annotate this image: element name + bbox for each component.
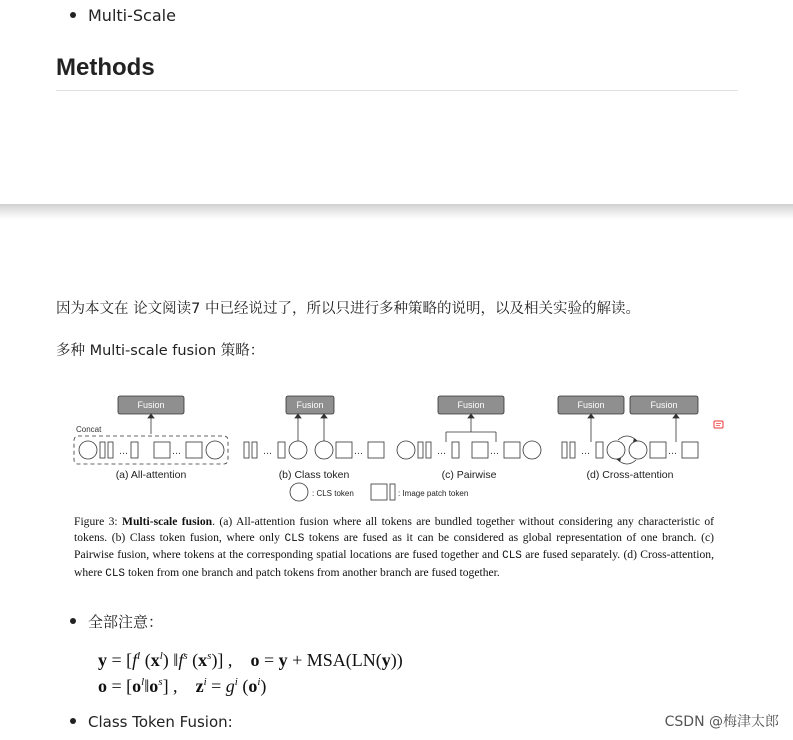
- panel-label-c: (c) Pairwise: [441, 469, 497, 481]
- bullet-dot: [70, 12, 76, 18]
- figure-caption: Figure 3: Multi-scale fusion. (a) All-attention fusion where all tokens are bundled together without considering any characteristic of tokens. (b) Class token fusion, where only CLS tokens are fused as it can be considered as global representation of one branch. (c) Pairwise fusion, where tokens at the corresponding spatial locations are fused together and CLS are fused separately. (d) Cross-attention, where CLS token from one branch and patch tokens from another branch are fused together.: [74, 515, 714, 580]
- svg-text:…: …: [581, 447, 590, 457]
- bullet-dot: [70, 618, 76, 624]
- panel-label-a: (a) All-attention: [115, 469, 187, 481]
- comment-icon: [714, 421, 723, 428]
- svg-text:…: …: [354, 447, 363, 457]
- legend-patch-label: : Image patch token: [398, 489, 469, 498]
- bullet-notes: [70, 611, 163, 632]
- methods-heading: Methods: [56, 54, 738, 91]
- bullet-multi-scale: [70, 6, 176, 25]
- panel-label-d: (d) Cross-attention: [586, 469, 674, 481]
- svg-text:…: …: [263, 447, 272, 457]
- panel-label-b: (b) Class token: [278, 469, 350, 481]
- bullet-class-token-fusion: [70, 713, 233, 731]
- bullet-class-token-text: Class Token Fusion:: [88, 713, 233, 731]
- bullet-dot: [70, 718, 76, 724]
- svg-text:…: …: [119, 447, 128, 457]
- legend-cls-label: : CLS token: [312, 489, 354, 498]
- svg-text:…: …: [490, 447, 499, 457]
- fusion-label-d2: Fusion: [650, 400, 678, 410]
- fusion-label-d1: Fusion: [577, 400, 605, 410]
- intro-paragraph: 因为本文在 论文阅读7 中已经说过了，所以只进行多种策略的说明，以及相关实验的解读。: [56, 301, 640, 317]
- fusion-label-b: Fusion: [296, 400, 324, 410]
- legend-cls-shape: [290, 483, 308, 501]
- bullet-multi-scale-text: Multi-Scale: [88, 6, 176, 25]
- fusion-label-c: Fusion: [457, 400, 485, 410]
- strategy-paragraph: 多种 Multi-scale fusion 策略：: [56, 343, 265, 359]
- bullet-notes-text: 全部注意：: [88, 613, 164, 631]
- csdn-watermark: CSDN @梅津太郎: [664, 714, 779, 730]
- svg-text:…: …: [172, 447, 181, 457]
- concat-label: Concat: [76, 425, 102, 434]
- equation-line-1: $y = [f^l$ $(x^l)$ $‖f^s$ $(x^s)$] , o = y + MSA(LN(y)): [98, 650, 403, 670]
- section-separator: [0, 204, 793, 220]
- fusion-equations: [98, 645, 403, 697]
- svg-text:…: …: [668, 447, 677, 457]
- fusion-label-a: Fusion: [137, 400, 165, 410]
- legend-patch-shape: [371, 484, 387, 500]
- equation-line-2: $o = [o^l‖o^s]$ , $z^i = g^i$ $(o^i)$: [98, 676, 267, 696]
- svg-text:…: …: [437, 447, 446, 457]
